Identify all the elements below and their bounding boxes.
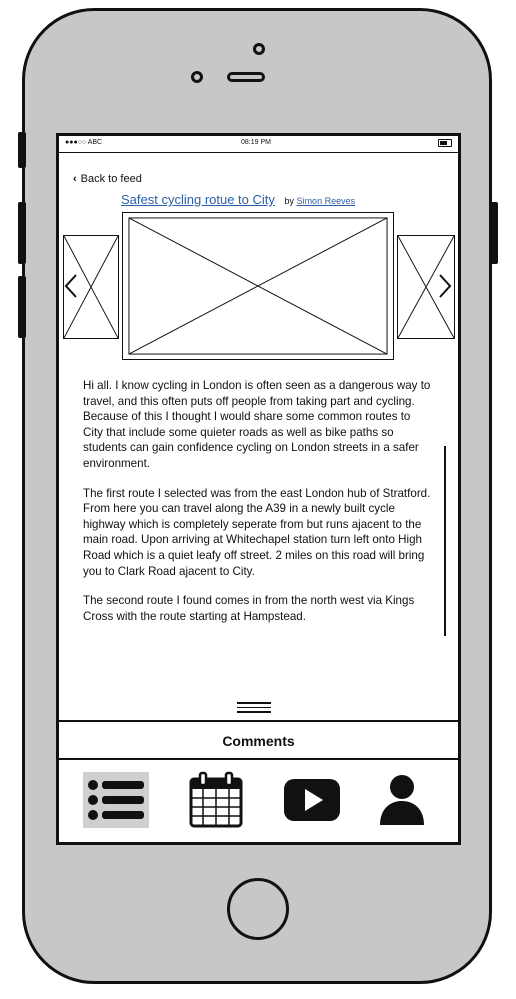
- chevron-left-icon: ‹: [73, 173, 77, 185]
- user-icon: [377, 773, 427, 827]
- home-button[interactable]: [227, 878, 289, 940]
- volume-up-button: [18, 202, 26, 264]
- chevron-left-icon[interactable]: [63, 272, 79, 305]
- proximity-sensor: [191, 71, 203, 83]
- scrollbar[interactable]: [444, 446, 446, 636]
- tab-calendar[interactable]: [183, 772, 249, 828]
- front-camera: [253, 43, 265, 55]
- post-title-link[interactable]: Safest cycling rotue to City: [121, 192, 275, 207]
- article-body: [83, 378, 433, 638]
- tab-bar: [59, 760, 458, 842]
- status-time: 08:19 PM: [241, 139, 271, 146]
- carousel-main-image[interactable]: [122, 212, 394, 360]
- tab-videos[interactable]: [279, 772, 345, 828]
- chevron-right-icon[interactable]: [437, 272, 453, 305]
- calendar-icon: [188, 771, 244, 829]
- comments-button[interactable]: Comments: [222, 733, 295, 749]
- back-to-feed-link[interactable]: [73, 173, 142, 185]
- power-button: [490, 202, 498, 264]
- tab-feed[interactable]: [83, 772, 149, 828]
- battery-icon: [438, 139, 452, 147]
- earpiece-speaker: [227, 72, 265, 82]
- status-bar: [59, 136, 458, 153]
- back-link-label: Back to feed: [80, 173, 142, 185]
- article-paragraph: The first route I selected was from the east London hub of Stratford. From here you can travel along the A39 in a newly built cycle highway which is completely seperate from but runs ajacent to the main road. Upon arriving at Whitechapel station turn left onto High Road which is a quiet leafy off street. 2 miles on this road will bring you to Clark Road ajacent to City.: [83, 486, 431, 578]
- article-paragraph: The second route I found comes in from the north west via Kings Cross with the route starting at Hampstead.: [83, 594, 415, 623]
- post-header: [121, 192, 355, 207]
- drag-handle-icon[interactable]: [237, 702, 271, 716]
- by-label: by: [284, 196, 295, 206]
- video-play-icon: [283, 778, 341, 822]
- author-link[interactable]: Simon Reeves: [296, 196, 356, 206]
- tab-profile[interactable]: [369, 772, 435, 828]
- byline: [285, 196, 356, 206]
- article-paragraph: Hi all. I know cycling in London is often seen as a dangerous way to travel, and this often puts off people from taking part and cycling. Because of this I thought I would share some common routes to City that include some quieter roads as well as bike paths so students can gain confidence cycling on London streets in a safer environment.: [83, 379, 431, 470]
- mute-switch: [18, 132, 26, 168]
- divider: [59, 720, 458, 722]
- volume-down-button: [18, 276, 26, 338]
- carrier-signal: ●●●○○ ABC: [65, 139, 103, 146]
- list-icon: [87, 778, 145, 822]
- phone-screen: [56, 133, 461, 845]
